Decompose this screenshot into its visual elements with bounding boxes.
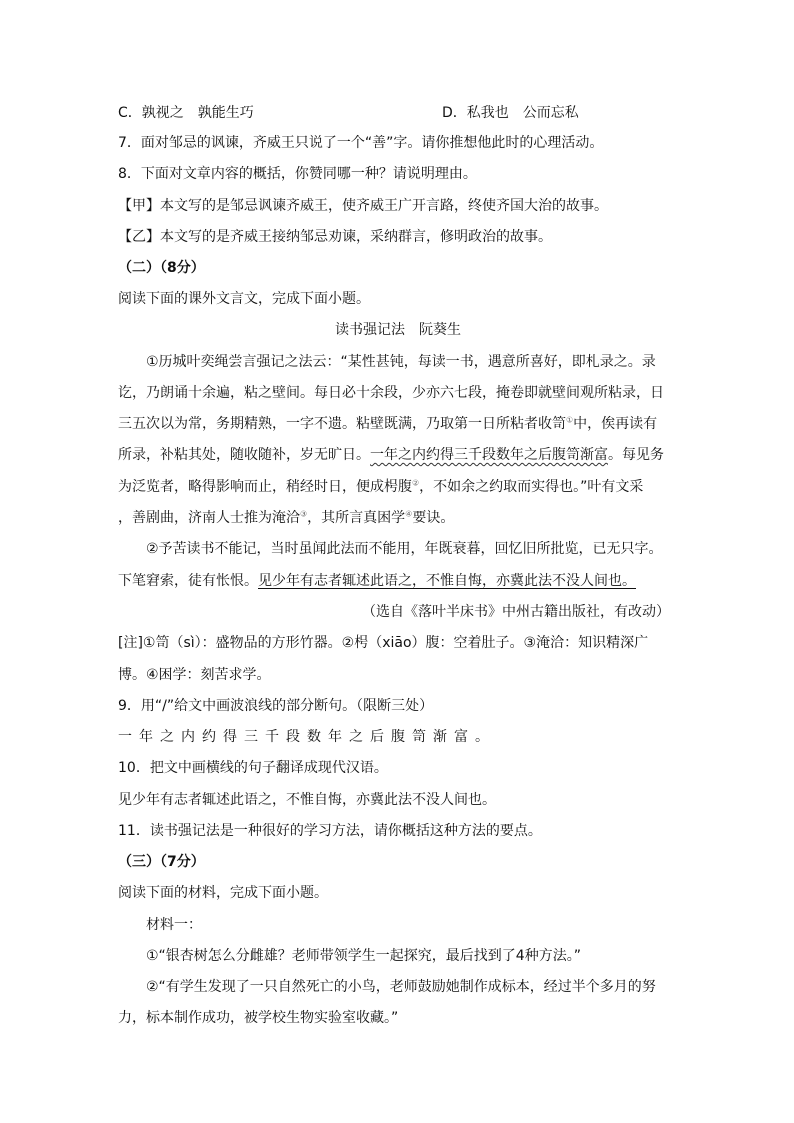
passage-p1-line-1: ①历城叶奕绳尝言强记之法云：“某性甚钝，每读一书，遇意所喜好，即札录之。录	[146, 354, 656, 370]
note-mark-4: ④	[405, 509, 413, 519]
passage-p2-line-2: 下笔窘索，徒有怅恨。见少年有志者辄述此语之，不惟自悔，亦冀此法不没人间也。	[118, 573, 636, 589]
question-9: 9．用“/”给文中画波浪线的部分断句。（限断三处）	[118, 698, 434, 714]
material-1-item-2-line-1: ②“有学生发现了一只自然死亡的小鸟，老师鼓励她制作成标本，经过半个多月的努	[146, 979, 656, 995]
option-row	[118, 104, 678, 122]
option-d: D．私我也 公而忘私	[442, 105, 579, 121]
passage-p1-line-6: ，善剧曲，济南人士推为淹洽③，其所言真困学④要诀。	[118, 509, 455, 526]
passage-p1-line-5: 为泛览者，略得影响而止，稍经时日，便成枵腹②，不如余之约取而实得也。”叶有文采	[118, 478, 644, 495]
note-mark-3: ③	[300, 509, 308, 519]
annotation-line-1: [注]①笥（sì）：盛物品的方形竹器。②枵（xiāo）腹：空着肚子。③淹洽：知识精深广	[118, 635, 649, 651]
wavy-underlined-text: 一年之内约得三千段数年之后腹笥渐富	[370, 447, 608, 463]
section-3-heading: （三）（7分）	[118, 854, 205, 870]
material-1-label: 材料一：	[146, 917, 202, 933]
note-mark-2: ②	[412, 478, 420, 488]
question-7: 7．面对邹忌的讽谏，齐威王只说了一个“善”字。请你推想他此时的心理活动。	[118, 135, 604, 151]
question-9-text: 一年之内约得三千段数年之后腹笥渐富。	[118, 729, 496, 745]
material-1-item-2-line-2: 力，标本制作成功，被学校生物实验室收藏。”	[118, 1010, 399, 1026]
note-mark-1: ①	[566, 415, 574, 425]
question-11: 11．读书强记法是一种很好的学习方法，请你概括这种方法的要点。	[118, 823, 542, 839]
source-citation: （选自《落叶半床书》中州古籍出版社，有改动）	[362, 604, 670, 620]
question-10-text: 见少年有志者辄述此语之，不惟自悔，亦冀此法不没人间也。	[118, 792, 496, 808]
section-2-instruction: 阅读下面的课外文言文，完成下面小题。	[118, 291, 370, 307]
question-8-option-b: 【乙】本文写的是齐威王接纳邹忌劝谏，采纳群言，修明政治的故事。	[118, 229, 552, 245]
passage-p2-line-1: ②予苦读书不能记，当时虽闻此法而不能用，年既衰暮，回忆旧所批览，已无只字。	[146, 541, 663, 557]
passage-p1-line-3: 三五次以为常，务期精熟，一字不遗。粘壁既满，乃取第一日所粘者收笥①中，俟再读有	[118, 415, 658, 432]
annotation-line-2: 博。④困学：刻苦求学。	[118, 667, 271, 683]
underlined-sentence: 见少年有志者辄述此语之，不惟自悔，亦冀此法不没人间也。	[258, 573, 636, 589]
passage-p1-line-4: 所录，补粘其处，随收随补，岁无旷日。一年之内约得三千段数年之后腹笥渐富。每见务	[118, 447, 664, 463]
section-3-instruction: 阅读下面的材料，完成下面小题。	[118, 885, 328, 901]
section-2-heading: （二）（8分）	[118, 260, 205, 276]
passage-title: 读书强记法 阮葵生	[335, 322, 461, 338]
passage-p1-line-2: 讫，乃朗诵十余遍，粘之壁间。每日必十余段，少亦六七段，掩卷即就壁间观所粘录，日	[118, 385, 664, 401]
question-8-option-a: 【甲】本文写的是邹忌讽谏齐威王，使齐威王广开言路，终使齐国大治的故事。	[118, 198, 608, 214]
question-8: 8．下面对文章内容的概括，你赞同哪一种？请说明理由。	[118, 166, 477, 182]
option-c: C．孰视之 孰能生巧	[118, 105, 254, 121]
material-1-item-1: ①“银杏树怎么分雌雄？老师带领学生一起探究，最后找到了4种方法。”	[146, 948, 581, 964]
question-10: 10．把文中画横线的句子翻译成现代汉语。	[118, 760, 388, 776]
